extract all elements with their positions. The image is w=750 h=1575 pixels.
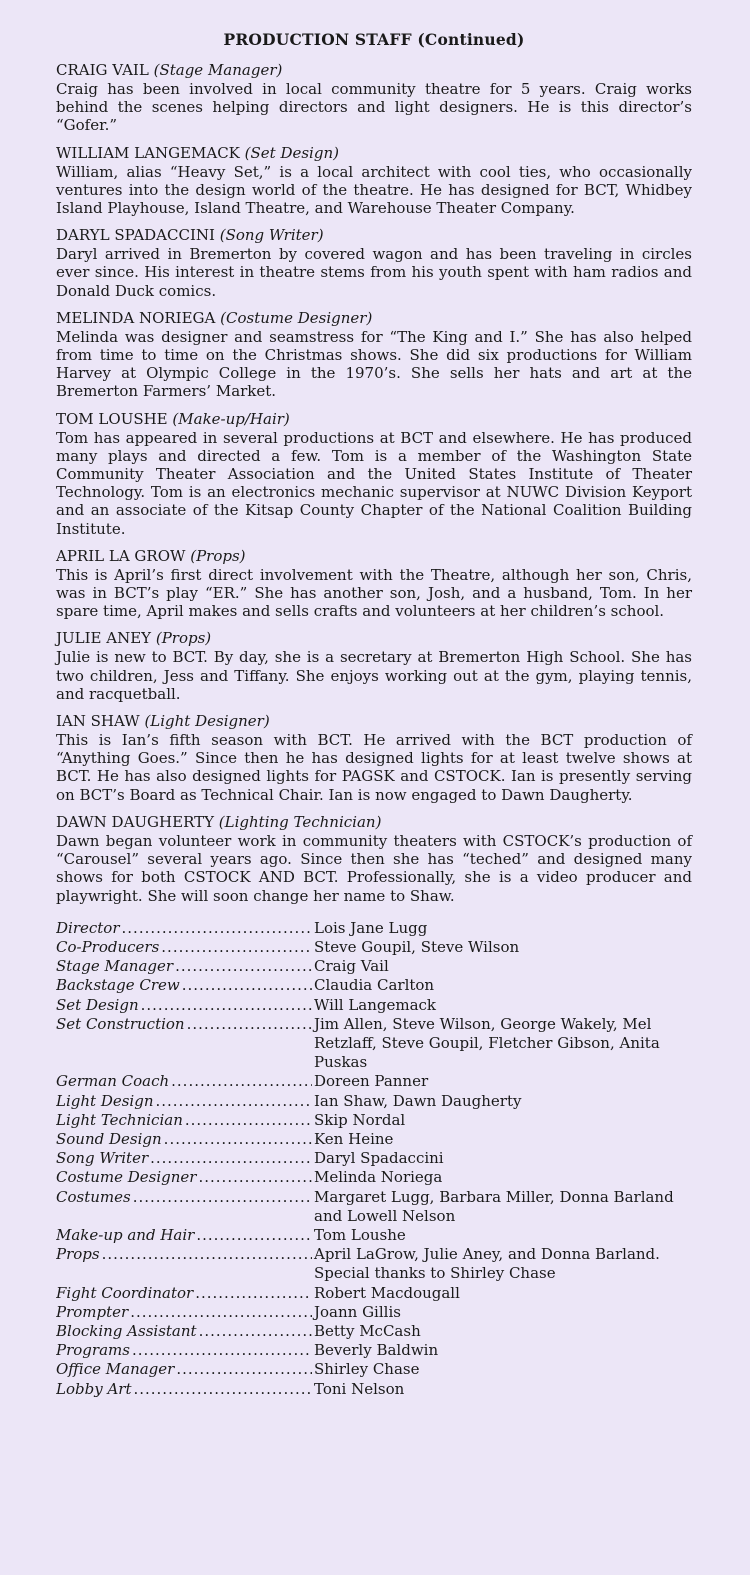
credit-role	[56, 919, 314, 938]
credit-role	[56, 1322, 314, 1341]
dot-leader	[133, 1188, 312, 1226]
bio-name: WILLIAM LANGEMACK	[56, 143, 240, 162]
credit-row	[56, 1188, 692, 1226]
dot-leader	[196, 1226, 312, 1245]
credit-role-label: Backstage Crew	[56, 976, 180, 995]
credit-names: April LaGrow, Julie Aney, and Donna Barland. Special thanks to Shirley Chase	[314, 1245, 660, 1283]
credit-role	[56, 976, 314, 995]
credit-names: Robert Macdougall	[314, 1283, 460, 1302]
credit-role	[56, 1245, 314, 1283]
bio-text: Tom has appeared in several productions at BCT and elsewhere. He has produced many plays and directed a few. Tom is a member of the Washington State Community Theater Association and the United States Institute of Theater Technology. Tom is an electronics mechanic supervisor at NUWC Division Keyport and an associate of the Kitsap County Chapter of the National Coalition Building Institute.	[56, 428, 692, 538]
dot-leader	[195, 1284, 312, 1303]
bio-role: (Set Design)	[244, 143, 339, 162]
bio-heading	[56, 410, 692, 429]
dot-leader	[198, 1168, 312, 1187]
dot-leader	[133, 1380, 312, 1399]
dot-leader	[185, 1111, 312, 1130]
credit-role-label: Stage Manager	[56, 957, 174, 976]
bio-entry	[56, 547, 692, 621]
credit-role	[56, 1111, 314, 1130]
credit-role	[56, 1284, 314, 1303]
credit-names: Daryl Spadaccini	[314, 1149, 444, 1168]
credit-role	[56, 1072, 314, 1091]
bio-name: IAN SHAW	[56, 712, 140, 731]
credit-role	[56, 1092, 314, 1111]
credit-names: Jim Allen, Steve Wilson, George Wakely, Mel Retzlaff, Steve Goupil, Fletcher Gibson, Anita Puskas	[314, 1014, 660, 1072]
credit-row	[56, 1168, 692, 1187]
bio-name: TOM LOUSHE	[56, 409, 168, 428]
bio-entry	[56, 629, 692, 703]
credit-row	[56, 1380, 692, 1399]
credit-row	[56, 1111, 692, 1130]
credit-role-label: Blocking Assistant	[56, 1321, 197, 1340]
bio-heading	[56, 629, 692, 648]
credit-names: Ian Shaw, Dawn Daugherty	[314, 1091, 522, 1110]
bio-heading	[56, 309, 692, 328]
credit-role-label: Co-Producers	[56, 937, 160, 956]
credit-role-label: Set Design	[56, 995, 139, 1014]
bio-entry	[56, 813, 692, 905]
credit-names: Shirley Chase	[314, 1360, 420, 1379]
dot-leader	[182, 976, 312, 995]
credit-role-label: Fight Coordinator	[56, 1283, 194, 1302]
dot-leader	[150, 1149, 312, 1168]
credit-role	[56, 1226, 314, 1245]
credit-role	[56, 1360, 314, 1379]
dot-leader	[164, 1130, 312, 1149]
credit-role-label: Prompter	[56, 1302, 129, 1321]
credit-names: Betty McCash	[314, 1321, 421, 1340]
bio-name: DARYL SPADACCINI	[56, 226, 215, 245]
bio-entry	[56, 61, 692, 135]
credit-row	[56, 996, 692, 1015]
dot-leader	[199, 1322, 312, 1341]
credit-role-label: Make-up and Hair	[56, 1225, 195, 1244]
bio-role: (Song Writer)	[219, 226, 324, 245]
dot-leader	[122, 919, 312, 938]
credit-row	[56, 1245, 692, 1283]
credit-role-label: Costume Designer	[56, 1168, 197, 1187]
credit-role	[56, 1303, 314, 1322]
credit-role-label: Props	[56, 1245, 100, 1264]
credits-list	[56, 919, 692, 1399]
dot-leader	[130, 1303, 312, 1322]
bio-heading	[56, 144, 692, 163]
dot-leader	[171, 1072, 312, 1091]
credit-role-label: Song Writer	[56, 1149, 149, 1168]
bio-role: (Props)	[190, 546, 246, 565]
bio-name: MELINDA NORIEGA	[56, 308, 216, 327]
dot-leader	[161, 938, 312, 957]
credit-row	[56, 938, 692, 957]
credit-names: Tom Loushe	[314, 1225, 406, 1244]
dot-leader	[155, 1092, 312, 1111]
credit-role-label: German Coach	[56, 1072, 170, 1091]
bio-heading	[56, 226, 692, 245]
bio-heading	[56, 61, 692, 80]
dot-leader	[176, 1360, 312, 1379]
bio-entry	[56, 712, 692, 804]
credit-role-label: Programs	[56, 1341, 130, 1360]
credit-row	[56, 1149, 692, 1168]
bio-role: (Make-up/Hair)	[172, 409, 290, 428]
bio-name: JULIE ANEY	[56, 629, 152, 648]
credit-row	[56, 957, 692, 976]
credit-names: Beverly Baldwin	[314, 1341, 439, 1360]
bio-text: Daryl arrived in Bremerton by covered wagon and has been traveling in circles ever since. His interest in theatre stems from his youth spent with ham radios and Donald Duck comics.	[56, 245, 692, 300]
bio-role: (Light Designer)	[144, 712, 270, 731]
credit-names: Lois Jane Lugg	[314, 918, 428, 937]
bio-heading	[56, 547, 692, 566]
dot-leader	[102, 1245, 312, 1283]
credit-role	[56, 1380, 314, 1399]
credit-role	[56, 1188, 314, 1226]
credit-names: Margaret Lugg, Barbara Miller, Donna Barland and Lowell Nelson	[314, 1187, 674, 1225]
credit-row	[56, 1015, 692, 1073]
credit-row	[56, 1284, 692, 1303]
credit-names: Toni Nelson	[314, 1379, 405, 1398]
credit-role	[56, 1168, 314, 1187]
bio-role: (Props)	[155, 629, 212, 648]
credit-row	[56, 1341, 692, 1360]
credit-names: Skip Nordal	[314, 1110, 406, 1129]
dot-leader	[132, 1341, 312, 1360]
credit-role-label: Light Design	[56, 1091, 154, 1110]
bio-heading	[56, 712, 692, 731]
credit-role-label: Office Manager	[56, 1360, 175, 1379]
credit-names: Melinda Noriega	[314, 1168, 443, 1187]
bio-text: This is April’s first direct involvement with the Theatre, although her son, Chris, was in BCT’s play “ER.” She has another son, Josh, and a husband, Tom. In her spare time, April makes and sells crafts and volunteers at her children’s school.	[56, 565, 692, 621]
dot-leader	[175, 957, 312, 976]
credit-role-label: Set Construction	[56, 1014, 185, 1033]
bio-role: (Costume Designer)	[220, 308, 373, 327]
credit-role-label: Director	[56, 918, 120, 937]
credit-role-label: Sound Design	[56, 1129, 162, 1148]
bio-text: Julie is new to BCT. By day, she is a secretary at Bremerton High School. She has two children, Jess and Tiffany. She enjoys working out at the gym, playing tennis, and racquetball.	[56, 648, 692, 703]
credit-role	[56, 1341, 314, 1360]
credit-names: Will Langemack	[314, 995, 437, 1014]
credit-role-label: Costumes	[56, 1187, 131, 1206]
bio-entry	[56, 226, 692, 300]
credit-role	[56, 1149, 314, 1168]
credit-role	[56, 957, 314, 976]
bio-entry	[56, 410, 692, 538]
credit-row	[56, 976, 692, 995]
bio-entry	[56, 309, 692, 401]
credit-role	[56, 996, 314, 1015]
bio-role: (Lighting Technician)	[218, 812, 382, 831]
credit-row	[56, 1092, 692, 1111]
credit-names: Claudia Carlton	[314, 976, 435, 995]
bio-role: (Stage Manager)	[153, 61, 283, 79]
bio-entry	[56, 144, 692, 218]
bio-heading	[56, 813, 692, 832]
credit-role	[56, 1015, 314, 1073]
credit-role-label: Light Technician	[56, 1110, 183, 1129]
bio-name: CRAIG VAIL	[56, 61, 149, 79]
credit-row	[56, 1360, 692, 1379]
credit-row	[56, 1226, 692, 1245]
dot-leader	[187, 1015, 312, 1073]
credit-row	[56, 1303, 692, 1322]
bio-text: William, alias “Heavy Set,” is a local architect with cool ties, who occasionally ventures into the design world of the theatre. He has designed for BCT, Whidbey Island Playhouse, Island Theatre, and Warehouse Theater Company.	[56, 162, 692, 218]
credit-names: Doreen Panner	[314, 1072, 429, 1091]
credit-row	[56, 919, 692, 938]
credit-names: Ken Heine	[314, 1129, 394, 1148]
credit-role-label: Lobby Art	[56, 1379, 132, 1398]
bio-text: Dawn began volunteer work in community theaters with CSTOCK’s production of “Carousel” several years ago. Since then she has “teched” and designed many shows for both CSTOCK AND BCT. Professionally, she is a video producer and playwright. She will soon change her name to Shaw.	[56, 831, 692, 905]
bio-text: Melinda was designer and seamstress for “The King and I.” She has also helped from time to time on the Christmas shows. She did six productions for William Harvey at Olympic College in the 1970’s. She sells her hats and art at the Bremerton Farmers’ Market.	[56, 327, 692, 401]
credit-row	[56, 1130, 692, 1149]
bio-text: This is Ian’s fifth season with BCT. He arrived with the BCT production of “Anything Goes.” Since then he has designed lights for at least twelve shows at BCT. He has also designed lights for PAGSK and CSTOCK. Ian is presently serving on BCT’s Board as Technical Chair. Ian is now engaged to Dawn Daugherty.	[56, 731, 692, 804]
bio-list	[56, 61, 692, 905]
bio-text: Craig has been involved in local community theatre for 5 years. Craig works behind the scenes helping directors and light designers. He is this director’s “Gofer.”	[56, 80, 692, 135]
credit-names: Joann Gillis	[314, 1302, 401, 1321]
page-title: PRODUCTION STAFF (Continued)	[223, 30, 525, 49]
bio-name: APRIL LA GROW	[56, 546, 186, 565]
credit-names: Craig Vail	[314, 957, 389, 976]
credit-row	[56, 1322, 692, 1341]
credit-role	[56, 1130, 314, 1149]
credit-names: Steve Goupil, Steve Wilson	[314, 937, 520, 956]
bio-name: DAWN DAUGHERTY	[56, 812, 215, 831]
dot-leader	[141, 996, 312, 1015]
credit-row	[56, 1072, 692, 1091]
credit-role	[56, 938, 314, 957]
